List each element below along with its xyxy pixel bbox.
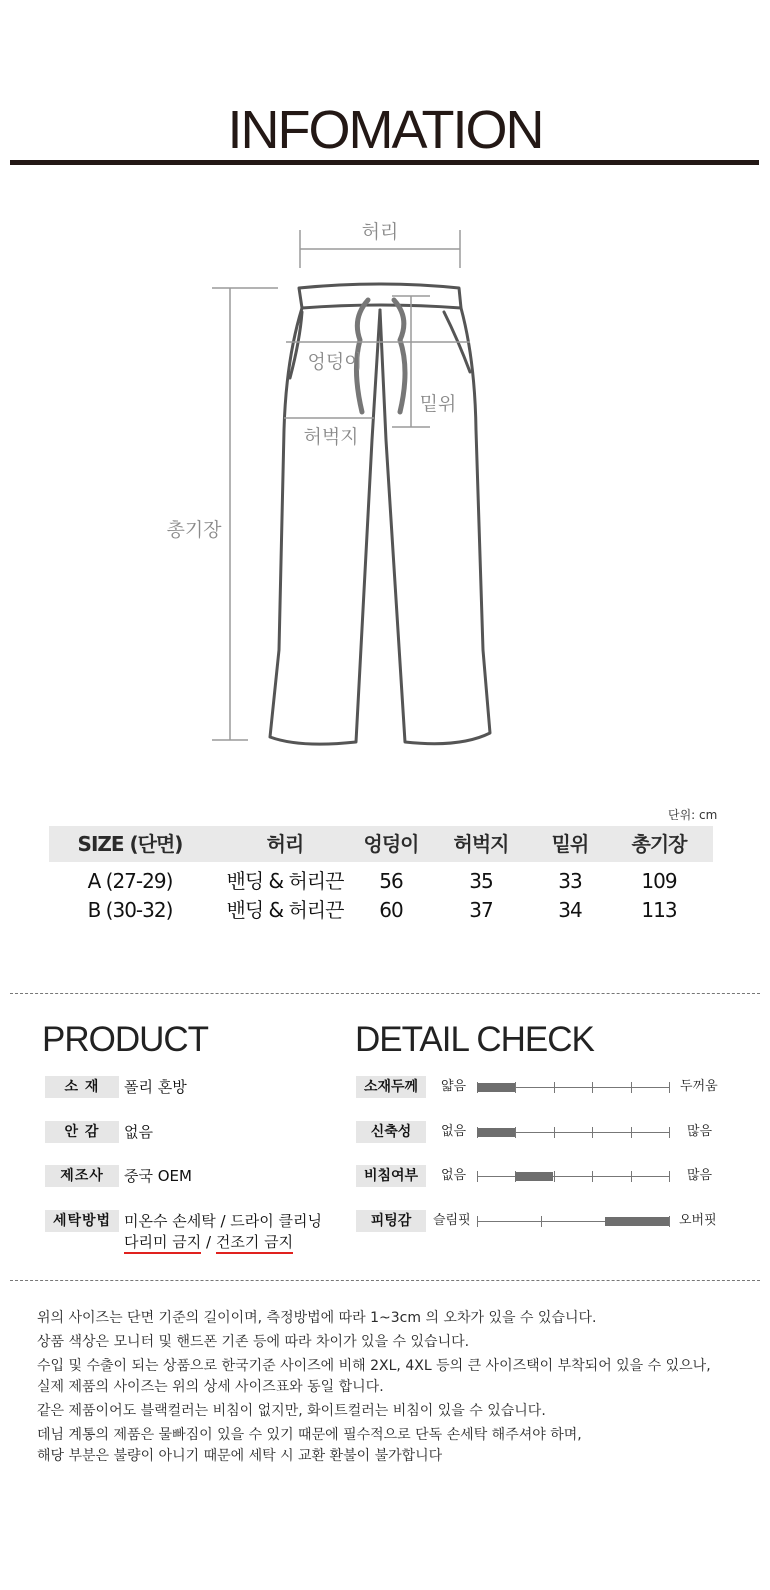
scale-level: [515, 1172, 553, 1181]
cell-length: 113: [641, 898, 677, 922]
check-left-seethrough: 없음: [441, 1168, 467, 1183]
divider: [10, 1280, 760, 1281]
divider: [10, 993, 760, 994]
col-rise: 밑위: [551, 832, 589, 856]
detail-check-title: DETAIL CHECK: [355, 1020, 594, 1059]
scale-tick: [477, 1171, 478, 1182]
scale-tick: [554, 1082, 555, 1093]
check-right-thickness: 두꺼움: [680, 1079, 718, 1094]
size-table-header: [49, 826, 713, 862]
cell-thigh: 35: [469, 869, 493, 893]
check-left-fit: 슬림핏: [433, 1213, 471, 1228]
title-divider: [10, 160, 759, 165]
waist-label: 허리: [361, 221, 399, 243]
scale-tick: [669, 1082, 670, 1093]
no-dryer-warning: 건조기 금지: [216, 1233, 293, 1254]
table-row: [49, 896, 713, 925]
cell-hip: 60: [379, 898, 403, 922]
scale-tick: [669, 1171, 670, 1182]
check-left-stretch: 없음: [441, 1124, 467, 1139]
note-item: 위의 사이즈는 단면 기준의 길이이며, 측정방법에 따라 1~3cm 의 오차가 있을 수 있습니다.: [37, 1310, 597, 1326]
washing-warnings: [124, 1231, 293, 1253]
scale-tick: [592, 1127, 593, 1138]
notes: [37, 1308, 757, 1470]
spec-value-manufacturer: 중국 OEM: [124, 1167, 192, 1185]
cell-size: B (30-32): [87, 898, 173, 922]
unit-label: 단위: cm: [668, 808, 718, 822]
spec-key-washing: 세탁방법: [45, 1210, 119, 1232]
scale-tick: [477, 1216, 478, 1227]
scale-tick: [515, 1082, 516, 1093]
pants-measurement-diagram: [0, 200, 770, 760]
check-right-seethrough: 많음: [687, 1168, 713, 1183]
col-size: SIZE (단면): [77, 832, 183, 856]
scale-level: [477, 1083, 515, 1092]
check-key-seethrough: 비침여부: [356, 1165, 426, 1187]
scale-fit: [477, 1210, 669, 1232]
product-title: PRODUCT: [42, 1020, 209, 1059]
cell-hip: 56: [379, 869, 403, 893]
check-right-stretch: 많음: [687, 1124, 713, 1139]
note-item: 데님 계통의 제품은 물빠짐이 있을 수 있기 때문에 필수적으로 단독 손세탁 해주셔야 하며, 해당 부분은 불량이 아니기 때문에 세탁 시 교환 환불이 불가합니다: [37, 1427, 582, 1464]
no-iron-warning: 다리미 금지: [124, 1233, 201, 1254]
scale-level: [477, 1128, 515, 1137]
check-left-thickness: 얇음: [441, 1079, 467, 1094]
scale-tick: [554, 1127, 555, 1138]
check-right-fit: 오버핏: [679, 1213, 717, 1228]
spec-value-lining: 없음: [124, 1123, 153, 1141]
cell-rise: 34: [558, 898, 582, 922]
note-item: 상품 색상은 모니터 및 핸드폰 기존 등에 따라 차이가 있을 수 있습니다.: [37, 1334, 470, 1350]
scale-tick: [669, 1216, 670, 1227]
spec-key-lining: 안 감: [45, 1121, 119, 1143]
scale-tick: [515, 1127, 516, 1138]
cell-waist: 밴딩 & 허리끈: [226, 869, 344, 893]
scale-stretch: [477, 1121, 669, 1143]
cell-length: 109: [641, 869, 677, 893]
length-label: 총기장: [166, 519, 222, 541]
warning-separator: /: [206, 1233, 212, 1251]
scale-tick: [592, 1082, 593, 1093]
cell-waist: 밴딩 & 허리끈: [226, 898, 344, 922]
spec-key-manufacturer: 제조사: [45, 1165, 119, 1187]
spec-value-material: 폴리 혼방: [124, 1078, 187, 1096]
scale-tick: [541, 1216, 542, 1227]
table-row: [49, 867, 713, 896]
hip-label: 엉덩이: [307, 351, 363, 373]
scale-tick: [631, 1171, 632, 1182]
scale-seethrough: [477, 1165, 669, 1187]
col-thigh: 허벅지: [453, 832, 509, 856]
scale-tick: [631, 1082, 632, 1093]
pants-outline: [270, 284, 490, 744]
scale-level: [605, 1217, 669, 1226]
spec-key-material: 소 재: [45, 1076, 119, 1098]
col-length: 총기장: [631, 832, 687, 856]
rise-label: 밑위: [419, 393, 457, 415]
spec-value-washing: 미온수 손세탁 / 드라이 클리닝: [124, 1212, 323, 1230]
col-waist: 허리: [266, 832, 304, 856]
scale-tick: [592, 1171, 593, 1182]
check-key-thickness: 소재두께: [356, 1076, 426, 1098]
scale-thickness: [477, 1076, 669, 1098]
size-table: [49, 826, 713, 925]
scale-tick: [669, 1127, 670, 1138]
cell-size: A (27-29): [87, 869, 173, 893]
col-hip: 엉덩이: [363, 832, 419, 856]
scale-tick: [631, 1127, 632, 1138]
note-item: 같은 제품이어도 블랙컬러는 비침이 없지만, 화이트컬러는 비침이 있을 수 있습니다.: [37, 1403, 546, 1419]
check-key-fit: 피팅감: [356, 1210, 426, 1232]
scale-line: [477, 1176, 669, 1177]
scale-tick: [554, 1171, 555, 1182]
note-item: 수입 및 수출이 되는 상품으로 한국기준 사이즈에 비해 2XL, 4XL 등의 큰 사이즈택이 부착되어 있을 수 있으나, 실제 제품의 사이즈는 위의 상세 사이즈표와 동일 합니다.: [37, 1358, 711, 1395]
check-key-stretch: 신축성: [356, 1121, 426, 1143]
cell-thigh: 37: [469, 898, 493, 922]
thigh-label: 허벅지: [303, 426, 359, 448]
cell-rise: 33: [558, 869, 582, 893]
page-title: INFOMATION: [227, 100, 543, 160]
